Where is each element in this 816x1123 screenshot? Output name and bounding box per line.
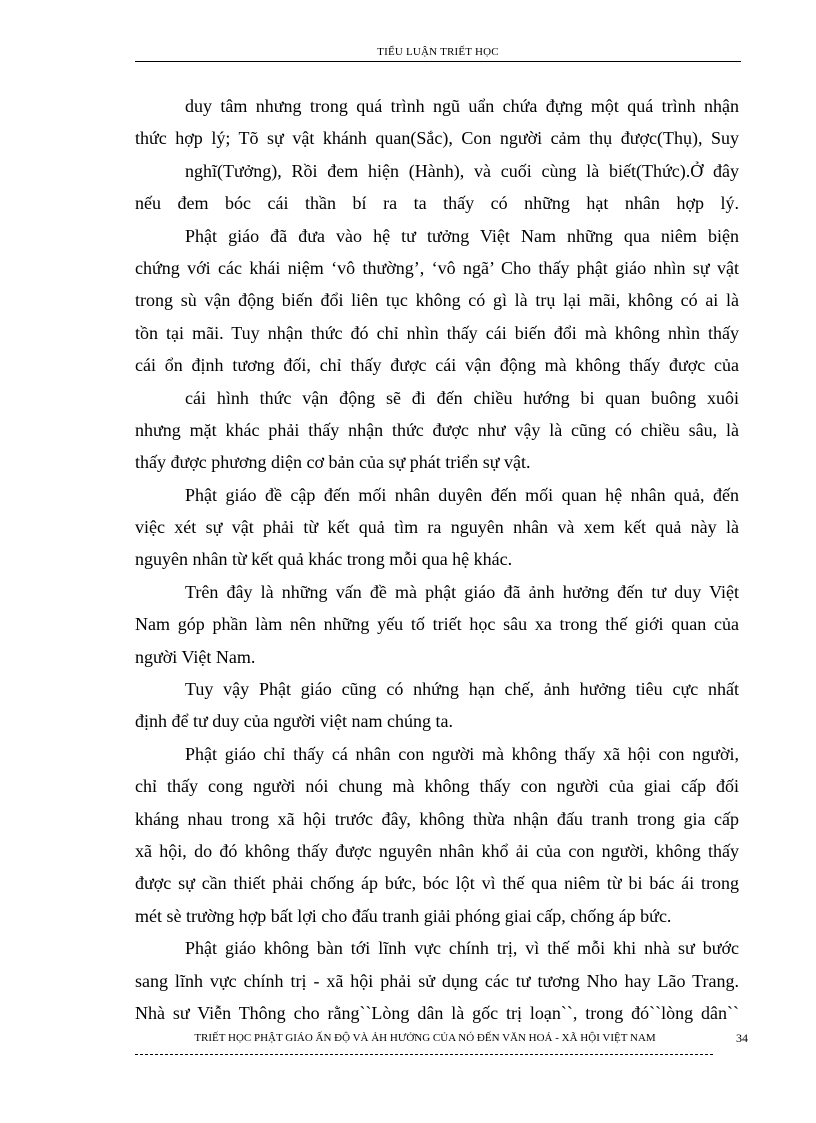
text-line: chỉ thấy cong người nói chung mà không thấy con người của giai cấp đối: [135, 776, 739, 797]
text-line: nhưng mặt khác phải thấy nhận thức được như vậy là cũng có chiều sâu, là: [135, 419, 739, 440]
body-text: [135, 90, 739, 1029]
text-line: Nam góp phần làm nên những yếu tố triết học sâu xa trong thế giới quan của: [135, 614, 739, 635]
text-line: kháng nhau trong xã hội trước đây, không thừa nhận đấu tranh trong gia cấp: [135, 808, 739, 829]
text-line: nguyên nhân từ kết quả khác trong mỗi qua hệ khác.: [135, 549, 513, 570]
text-line: nếu đem bóc cái thần bí ra ta thấy có những hạt nhân hợp lý.: [135, 193, 739, 214]
text-line: thấy được phương diện cơ bản của sự phát triển sự vật.: [135, 452, 531, 473]
text-line: thức hợp lý; Tõ sự vật khánh quan(Sắc), Con người cảm thụ được(Thụ), Suy: [135, 128, 739, 149]
text-line: cái hình thức vận động sẽ đi đến chiều hướng bi quan buông xuôi: [185, 387, 739, 408]
text-line: trong sù vận động biến đổi liên tục không có gì là trụ lại mãi, không có ai là: [135, 290, 739, 311]
text-line: Trên đây là những vấn đề mà phật giáo đã ảnh hưởng đến tư duy Việt: [185, 581, 739, 602]
text-line: mét sè trường hợp bất lợi cho đấu tranh giải phóng giai cấp, chống áp bức.: [135, 905, 672, 926]
text-line: người Việt Nam.: [135, 646, 256, 667]
text-line: cái ổn định tương đối, chỉ thấy được cái vận động mà không thấy được của: [135, 355, 739, 376]
text-line: Phật giáo đã đưa vào hệ tư tưởng Việt Nam những qua niêm biện: [185, 225, 739, 246]
page-number: 34: [736, 1031, 748, 1045]
text-line: được sự cần thiết phải chống áp bức, bóc lột vì thế qua niêm từ bi bác ái trong: [135, 873, 739, 894]
footer-title: TRIẾT HỌC PHẬT GIÁO ẤN ĐỘ VÀ ẢH HƯỞNG CỦA NÓ ĐẾN VĂN HOÁ - XÃ HỘI VIỆT NAM: [194, 1032, 656, 1044]
text-line: Phật giáo chỉ thấy cá nhân con người mà không thấy xã hội con người,: [185, 743, 739, 764]
footer-divider: [135, 1054, 713, 1055]
text-line: Nhà sư Viễn Thông cho rằng``Lòng dân là gốc trị loạn``, trong đó``lòng dân``: [135, 1002, 739, 1023]
header-divider: [135, 61, 741, 62]
text-line: Phật giáo không bàn tới lĩnh vực chính trị, vì thế mỗi khi nhà sư bước: [185, 938, 739, 959]
header-title: TIỂU LUẬN TRIẾT HỌC: [377, 46, 499, 58]
text-line: Tuy vậy Phật giáo cũng có nhứng hạn chế, ảnh hưởng tiêu cực nhất: [185, 679, 739, 700]
text-line: Phật giáo đề cập đến mối nhân duyên đến mối quan hệ nhân quả, đến: [185, 484, 739, 505]
text-line: chứng với các khái niệm ‘vô thường’, ‘vô ngã’ Cho thấy phật giáo nhìn sự vật: [135, 257, 739, 278]
text-line: nghĩ(Tưởng), Rồi đem hiện (Hành), và cuối cùng là biết(Thức).Ở đây: [185, 160, 739, 181]
text-line: duy tâm nhưng trong quá trình ngũ uẩn chứa đựng một quá trình nhận: [185, 96, 739, 116]
text-line: tồn tại mãi. Tuy nhận thức đó chỉ nhìn thấy cái biến đổi mà không nhìn thấy: [135, 322, 739, 343]
text-line: xã hội, do đó không thấy được nguyên nhân khổ ải của con người, không thấy: [135, 840, 739, 861]
text-line: định để tư duy của người việt nam chúng ta.: [135, 711, 453, 732]
text-line: sang lĩnh vực chính trị - xã hội phải sử dụng các tư tương Nho hay Lão Trang.: [135, 970, 739, 991]
text-line: việc xét sự vật phải từ kết quả tìm ra nguyên nhân và xem kết quả này là: [135, 517, 739, 538]
